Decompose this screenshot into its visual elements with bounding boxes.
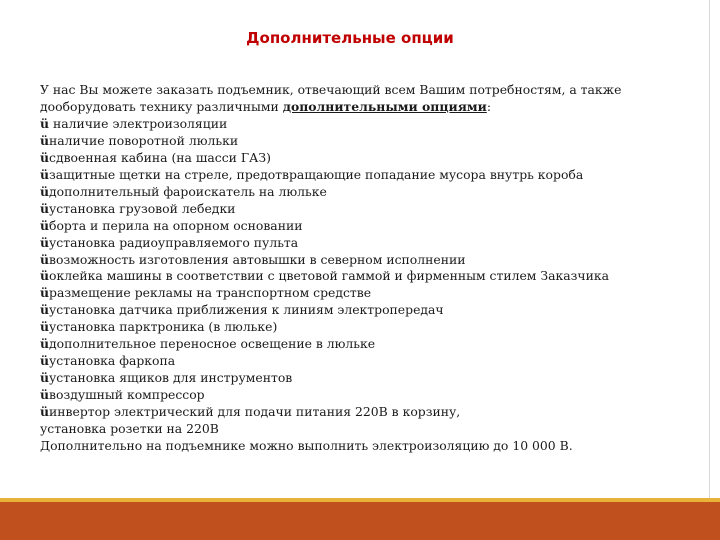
check-icon: ü bbox=[40, 234, 50, 250]
option-item-label: дополнительный фароискатель на люльке bbox=[49, 183, 327, 199]
check-icon: ü bbox=[40, 149, 50, 165]
slide-title: Дополнительные опции bbox=[246, 29, 454, 47]
option-item-label: сдвоенная кабина (на шасси ГАЗ) bbox=[49, 149, 271, 165]
option-item bbox=[40, 302, 680, 319]
intro-line-2-suffix: : bbox=[486, 98, 491, 114]
option-item bbox=[40, 285, 680, 302]
option-item-label: установка парктроника (в люльке) bbox=[49, 319, 278, 335]
check-icon: ü bbox=[40, 302, 50, 318]
option-item bbox=[40, 336, 680, 353]
option-item bbox=[40, 133, 680, 150]
option-item bbox=[40, 116, 680, 133]
option-item-label: установка грузовой лебедки bbox=[49, 200, 236, 216]
option-item-label: воздушный компрессор bbox=[49, 387, 205, 403]
option-item-label: дополнительное переносное освещение в люльке bbox=[49, 336, 376, 352]
check-icon: ü bbox=[40, 183, 50, 199]
option-item bbox=[40, 319, 680, 336]
check-icon: ü bbox=[40, 132, 50, 148]
option-item bbox=[40, 235, 680, 252]
slide-border-line bbox=[709, 0, 710, 498]
option-item-label: установка ящиков для инструментов bbox=[49, 370, 293, 386]
intro-line-2 bbox=[40, 99, 680, 116]
check-icon: ü bbox=[40, 285, 50, 301]
option-item-label: наличие поворотной люльки bbox=[49, 132, 239, 148]
option-item bbox=[40, 184, 680, 201]
option-item bbox=[40, 404, 680, 421]
intro-line-1: У нас Вы можете заказать подъемник, отвечающий всем Вашим потребностям, а также bbox=[40, 82, 622, 97]
option-item-label: наличие электроизоляции bbox=[49, 115, 228, 131]
option-item bbox=[40, 370, 680, 387]
footer-bar bbox=[0, 498, 720, 540]
check-icon: ü bbox=[40, 387, 50, 403]
option-item bbox=[40, 268, 680, 285]
check-icon: ü bbox=[40, 370, 50, 386]
option-item bbox=[40, 353, 680, 370]
check-icon: ü bbox=[40, 217, 50, 233]
options-link[interactable]: дополнительными опциями bbox=[282, 98, 487, 114]
option-item bbox=[40, 252, 680, 269]
option-item-label: возможность изготовления автовышки в северном исполнении bbox=[49, 251, 466, 267]
option-item-label: установка радиоуправляемого пульта bbox=[49, 234, 299, 250]
slide-body bbox=[40, 82, 680, 455]
option-item-label: оклейка машины в соответствии с цветовой гаммой и фирменным стилем Заказчика bbox=[49, 268, 609, 284]
option-item-label: установка фаркопа bbox=[49, 353, 176, 369]
check-icon: ü bbox=[40, 200, 50, 216]
check-icon: ü bbox=[40, 336, 50, 352]
option-item bbox=[40, 201, 680, 218]
intro-line-2-prefix: дооборудовать технику различными bbox=[40, 98, 283, 114]
footer-note: Дополнительно на подъемнике можно выполнить электроизоляцию до 10 000 В. bbox=[40, 438, 573, 454]
check-icon: ü bbox=[40, 166, 50, 182]
option-item-label: защитные щетки на стреле, предотвращающие попадание мусора внутрь короба bbox=[49, 166, 584, 182]
check-icon: ü bbox=[40, 268, 50, 284]
option-item bbox=[40, 167, 680, 184]
option-item-label: установка датчика приближения к линиям электропередач bbox=[49, 302, 444, 318]
option-item bbox=[40, 150, 680, 167]
option-item-label: борта и перила на опорном основании bbox=[49, 217, 303, 233]
check-icon: ü bbox=[40, 251, 50, 267]
check-icon: ü bbox=[40, 404, 50, 420]
option-item-label: инвертор электрический для подачи питания 220В в корзину, bbox=[49, 404, 461, 420]
option-item bbox=[40, 218, 680, 235]
check-icon: ü bbox=[40, 353, 50, 369]
check-icon: ü bbox=[40, 115, 50, 131]
option-item-label: размещение рекламы на транспортном средстве bbox=[49, 285, 372, 301]
option-item bbox=[40, 387, 680, 404]
continuation-line: установка розетки на 220В bbox=[40, 421, 219, 437]
check-icon: ü bbox=[40, 319, 50, 335]
footer-accent-stripe bbox=[0, 498, 720, 502]
